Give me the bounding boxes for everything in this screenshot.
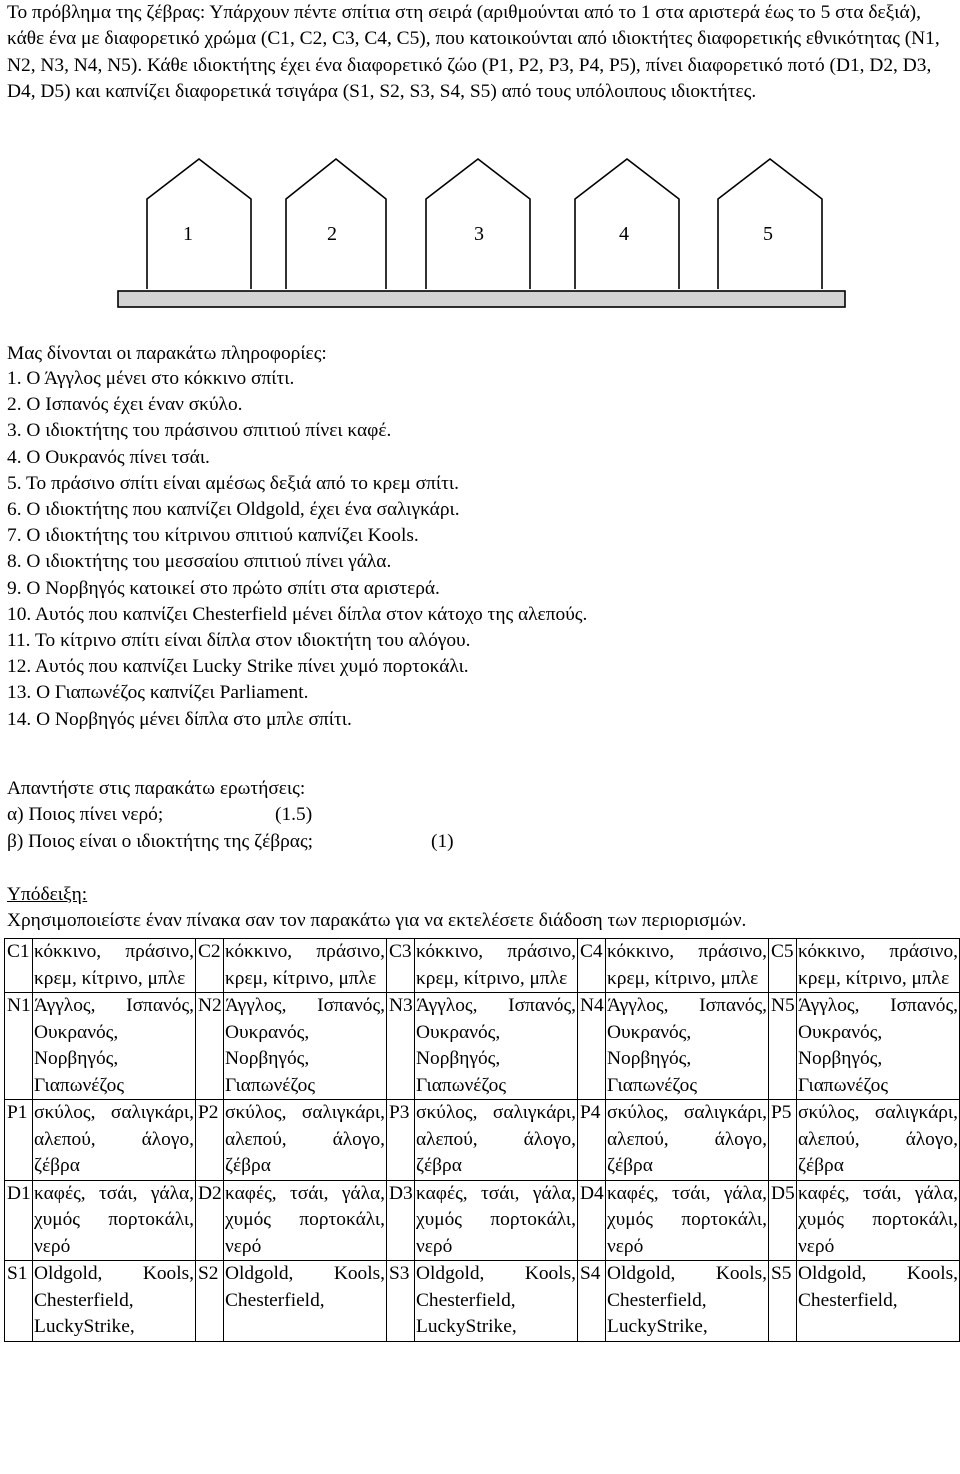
variable-label: C5 <box>769 939 797 993</box>
clue-item: 6. Ο ιδιοκτήτης που καπνίζει Oldgold, έχει ένα σαλιγκάρι. <box>7 499 460 521</box>
variable-label: P1 <box>5 1100 33 1181</box>
domain-values: καφές, τσάι, γάλα, χυμός πορτοκάλι, νερό <box>224 1180 387 1261</box>
domain-values: κόκκινο, πράσινο, κρεμ, κίτρινο, μπλε <box>33 939 196 993</box>
variable-label: D1 <box>5 1180 33 1261</box>
variable-label: D4 <box>578 1180 606 1261</box>
ground-strip <box>118 291 845 307</box>
variable-label: N2 <box>196 993 224 1100</box>
variable-label: D3 <box>387 1180 415 1261</box>
domain-values: Oldgold, Kools, Chesterfield, LuckyStrike, <box>33 1261 196 1342</box>
variable-label: S3 <box>387 1261 415 1342</box>
domain-values: κόκκινο, πράσινο, κρεμ, κίτρινο, μπλε <box>415 939 578 993</box>
variable-label: C1 <box>5 939 33 993</box>
table-row-smoke <box>5 1261 960 1342</box>
house-2-number: 2 <box>327 223 337 245</box>
variable-label: P4 <box>578 1100 606 1181</box>
house-1-outline <box>147 159 251 289</box>
variable-label: C4 <box>578 939 606 993</box>
question-a-points: (1.5) <box>275 804 313 825</box>
variable-label: P2 <box>196 1100 224 1181</box>
clue-item: 5. Το πράσινο σπίτι είναι αμέσως δεξιά από το κρεμ σπίτι. <box>7 472 459 494</box>
clue-item: 13. Ο Γιαπωνέζος καπνίζει Parliament. <box>7 682 309 704</box>
domain-values: κόκκινο, πράσινο, κρεμ, κίτρινο, μπλε <box>224 939 387 993</box>
house-3-number: 3 <box>474 223 484 245</box>
domain-values: Oldgold, Kools, Chesterfield, <box>797 1261 960 1342</box>
domain-values: καφές, τσάι, γάλα, χυμός πορτοκάλι, νερό <box>797 1180 960 1261</box>
question-b <box>7 829 454 855</box>
clue-item: 14. Ο Νορβηγός μένει δίπλα στο μπλε σπίτι. <box>7 708 352 730</box>
variable-label: N5 <box>769 993 797 1100</box>
domain-values: σκύλος, σαλιγκάρι, αλεπού, άλογο, ζέβρα <box>606 1100 769 1181</box>
variable-label: S4 <box>578 1261 606 1342</box>
table-row-nationality <box>5 993 960 1100</box>
domain-values: Άγγλος, Ισπανός, Ουκρανός, Νορβηγός, Γιαπωνέζος <box>224 993 387 1100</box>
clue-item: 11. Το κίτρινο σπίτι είναι δίπλα στον ιδιοκτήτη του αλόγου. <box>7 630 471 652</box>
domain-values: κόκκινο, πράσινο, κρεμ, κίτρινο, μπλε <box>606 939 769 993</box>
table-row-pet <box>5 1100 960 1181</box>
clue-item: 4. Ο Ουκρανός πίνει τσάι. <box>7 446 210 468</box>
variable-label: D2 <box>196 1180 224 1261</box>
question-a <box>7 802 313 828</box>
clue-item: 10. Αυτός που καπνίζει Chesterfield μένει δίπλα στον κάτοχο της αλεπούς. <box>7 603 588 625</box>
domain-values: Άγγλος, Ισπανός, Ουκρανός, Νορβηγός, Γιαπωνέζος <box>415 993 578 1100</box>
domain-values: κόκκινο, πράσινο, κρεμ, κίτρινο, μπλε <box>797 939 960 993</box>
variable-label: D5 <box>769 1180 797 1261</box>
variable-label: P3 <box>387 1100 415 1181</box>
constraint-table <box>4 938 960 1342</box>
hint-heading: Υπόδειξη: <box>7 884 88 905</box>
variable-label: S1 <box>5 1261 33 1342</box>
clue-item: 9. Ο Νορβηγός κατοικεί στο πρώτο σπίτι στα αριστερά. <box>7 577 440 599</box>
domain-values: Άγγλος, Ισπανός, Ουκρανός, Νορβηγός, Γιαπωνέζος <box>606 993 769 1100</box>
domain-values: καφές, τσάι, γάλα, χυμός πορτοκάλι, νερό <box>606 1180 769 1261</box>
domain-values: Άγγλος, Ισπανός, Ουκρανός, Νορβηγός, Γιαπωνέζος <box>33 993 196 1100</box>
variable-label: S5 <box>769 1261 797 1342</box>
variable-label: N4 <box>578 993 606 1100</box>
domain-values: Άγγλος, Ισπανός, Ουκρανός, Νορβηγός, Γιαπωνέζος <box>797 993 960 1100</box>
clue-item: 12. Αυτός που καπνίζει Lucky Strike πίνει χυμό πορτοκάλι. <box>7 656 469 678</box>
question-a-text: α) Ποιος πίνει νερό; <box>7 804 164 825</box>
house-1-number: 1 <box>183 223 193 245</box>
table-row-drink <box>5 1180 960 1261</box>
house-4-number: 4 <box>619 223 629 245</box>
variable-label: N3 <box>387 993 415 1100</box>
variable-label: C3 <box>387 939 415 993</box>
domain-values: σκύλος, σαλιγκάρι, αλεπού, άλογο, ζέβρα <box>33 1100 196 1181</box>
clue-item: 7. Ο ιδιοκτήτης του κίτρινου σπιτιού καπνίζει Kools. <box>7 525 419 547</box>
clue-item: 1. Ο Άγγλος μένει στο κόκκινο σπίτι. <box>7 368 295 389</box>
clue-item: 3. Ο ιδιοκτήτης του πράσινου σπιτιού πίνει καφέ. <box>7 420 392 442</box>
variable-label: N1 <box>5 993 33 1100</box>
houses-illustration <box>0 150 960 320</box>
domain-values: σκύλος, σαλιγκάρι, αλεπού, άλογο, ζέβρα <box>415 1100 578 1181</box>
domain-values: Oldgold, Kools, Chesterfield, <box>224 1261 387 1342</box>
domain-values: σκύλος, σαλιγκάρι, αλεπού, άλογο, ζέβρα <box>224 1100 387 1181</box>
clues-list <box>7 366 587 733</box>
question-b-text: β) Ποιος είναι ο ιδιοκτήτης της ζέβρας; <box>7 831 314 852</box>
houses-drawing <box>0 150 960 320</box>
questions-heading: Απαντήστε στις παρακάτω ερωτήσεις: <box>7 778 306 799</box>
clue-item: 2. Ο Ισπανός έχει έναν σκύλο. <box>7 394 243 416</box>
domain-values: σκύλος, σαλιγκάρι, αλεπού, άλογο, ζέβρα <box>797 1100 960 1181</box>
variable-label: C2 <box>196 939 224 993</box>
variable-label: S2 <box>196 1261 224 1342</box>
clues-heading: Μας δίνονται οι παρακάτω πληροφορίες: <box>7 343 327 364</box>
hint-text: Χρησιμοποιείστε έναν πίνακα σαν τον παρακάτω για να εκτελέσετε διάδοση των περιορισμών. <box>7 910 747 931</box>
clue-item: 8. Ο ιδιοκτήτης του μεσσαίου σπιτιού πίνει γάλα. <box>7 551 392 573</box>
domain-values: Oldgold, Kools, Chesterfield, LuckyStrike, <box>606 1261 769 1342</box>
domain-values: Oldgold, Kools, Chesterfield, LuckyStrike, <box>415 1261 578 1342</box>
domain-values: καφές, τσάι, γάλα, χυμός πορτοκάλι, νερό <box>415 1180 578 1261</box>
question-b-points: (1) <box>431 831 454 852</box>
variable-label: P5 <box>769 1100 797 1181</box>
table-row-color <box>5 939 960 993</box>
domain-values: καφές, τσάι, γάλα, χυμός πορτοκάλι, νερό <box>33 1180 196 1261</box>
house-5-number: 5 <box>763 223 773 245</box>
intro-paragraph: Το πρόβλημα της ζέβρας: Υπάρχουν πέντε σπίτια στη σειρά (αριθμούνται από το 1 στα αριστερά έως το 5 στα δεξιά), κάθε ένα με διαφορετικό χρώμα (C1, C2, C3, C4, C5), που κατοικούνται από ιδιοκτήτες διαφορετικής εθνικότητας (N1, N2, N3, N4, N5). Κάθε ιδιοκτήτης έχει ένα διαφορετικό ζώο (P1, P2, P3, P4, P5), πίνει διαφορετικό ποτό (D1, D2, D3, D4, D5) και καπνίζει διαφορετικά τσιγάρα (S1, S2, S3, S4, S5) από τους υπόλοιπους ιδιοκτήτες. <box>7 2 940 102</box>
